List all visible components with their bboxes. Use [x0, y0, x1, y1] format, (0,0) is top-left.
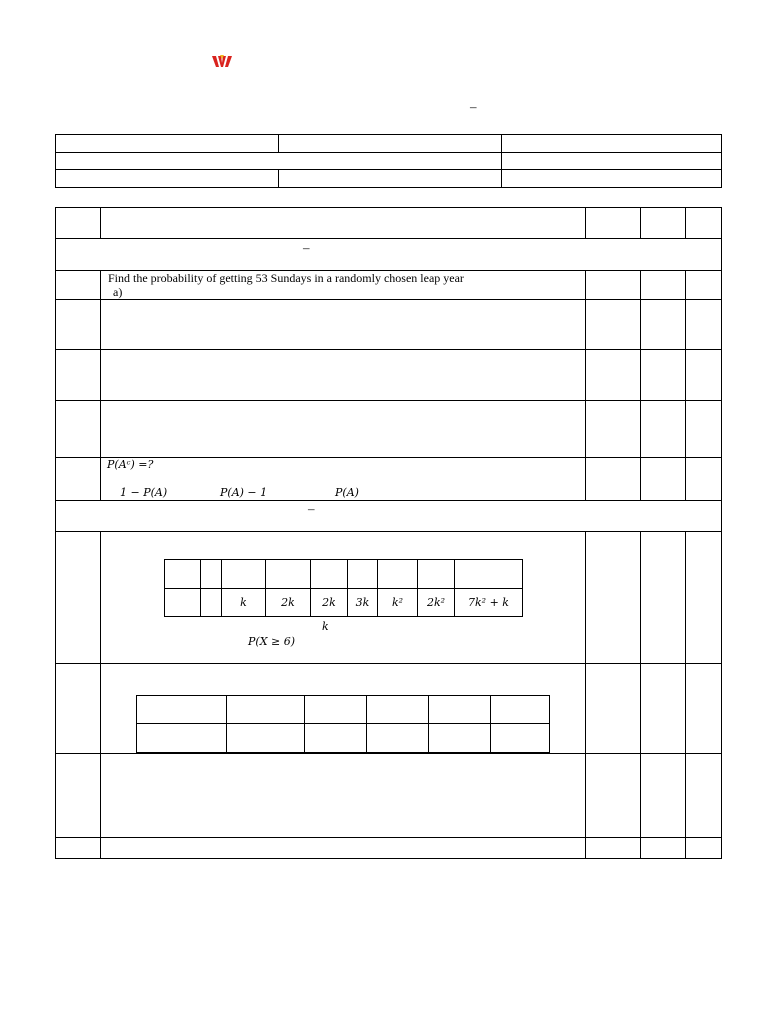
table-row	[56, 271, 722, 300]
question-cell	[101, 664, 586, 754]
dist-cell: k	[222, 589, 266, 617]
bl-cell	[686, 300, 722, 350]
option-2: P(A) − 1	[220, 486, 268, 499]
header-cell	[56, 208, 101, 239]
section-a-row	[56, 239, 722, 271]
qno-cell	[56, 838, 101, 859]
table-row	[56, 838, 722, 859]
question-cell	[101, 532, 586, 664]
data-cell	[305, 724, 367, 753]
dist-cell	[348, 560, 378, 589]
dist-cell	[311, 560, 348, 589]
marks-cell	[586, 350, 641, 401]
header-cell	[641, 208, 686, 239]
dist-cell: 2k	[311, 589, 348, 617]
info-cell	[56, 170, 279, 188]
table-row	[56, 350, 722, 401]
dist-cell: 7k² + k	[455, 589, 523, 617]
qno-cell	[56, 754, 101, 838]
bl-cell	[686, 664, 722, 754]
data-cell	[137, 724, 227, 753]
data-cell	[227, 696, 305, 724]
qno-cell	[56, 664, 101, 754]
qno-cell	[56, 458, 101, 501]
probability-expression: P(X ≥ 6)	[248, 635, 296, 648]
question-cell	[101, 401, 586, 458]
qno-cell	[56, 532, 101, 664]
data-cell	[367, 696, 429, 724]
title-dash: –	[470, 99, 477, 114]
co-cell	[641, 300, 686, 350]
marks-cell	[586, 271, 641, 300]
bl-cell	[686, 532, 722, 664]
data-table	[136, 695, 550, 753]
marks-cell	[586, 300, 641, 350]
dist-cell	[201, 560, 222, 589]
data-cell	[367, 724, 429, 753]
qno-cell	[56, 401, 101, 458]
section-b-row	[56, 501, 722, 532]
table-row	[56, 754, 722, 838]
section-a-dash: –	[303, 240, 310, 255]
table-row	[56, 458, 722, 501]
info-cell	[279, 170, 502, 188]
section-b-cell	[56, 501, 722, 532]
dist-cell	[165, 589, 201, 617]
table-row	[56, 664, 722, 754]
data-cell	[305, 696, 367, 724]
exam-info-table	[55, 134, 722, 188]
marks-cell	[586, 458, 641, 501]
dist-cell: 2k	[266, 589, 311, 617]
qno-cell	[56, 300, 101, 350]
table-row	[56, 401, 722, 458]
question-cell	[101, 271, 586, 300]
option-a-label: a)	[113, 285, 123, 299]
bl-cell	[686, 838, 722, 859]
complement-question: P(Aᶜ) =?	[107, 458, 154, 471]
question-cell	[101, 350, 586, 401]
question-cell	[101, 458, 586, 501]
marks-cell	[586, 838, 641, 859]
data-cell	[137, 696, 227, 724]
university-logo-icon	[212, 55, 232, 68]
co-cell	[641, 458, 686, 501]
info-cell	[502, 135, 722, 153]
question-cell	[101, 300, 586, 350]
dist-cell	[201, 589, 222, 617]
dist-cell	[418, 560, 455, 589]
marks-cell	[586, 664, 641, 754]
section-a-cell	[56, 239, 722, 271]
qno-cell	[56, 350, 101, 401]
option-3: P(A)	[335, 486, 359, 499]
info-cell	[279, 135, 502, 153]
dist-cell: 2k²	[418, 589, 455, 617]
bl-cell	[686, 754, 722, 838]
dist-cell	[222, 560, 266, 589]
option-1: 1 − P(A)	[120, 486, 168, 499]
dist-cell	[165, 560, 201, 589]
bl-cell	[686, 271, 722, 300]
dist-cell	[455, 560, 523, 589]
header-cell	[686, 208, 722, 239]
dist-cell: k²	[378, 589, 418, 617]
marks-cell	[586, 401, 641, 458]
table-row	[56, 300, 722, 350]
bl-cell	[686, 458, 722, 501]
dist-cell	[266, 560, 311, 589]
data-cell	[491, 724, 550, 753]
info-cell	[56, 153, 502, 170]
data-cell	[227, 724, 305, 753]
distribution-table	[164, 559, 523, 617]
co-cell	[641, 838, 686, 859]
header-cell	[586, 208, 641, 239]
table-header-row	[56, 208, 722, 239]
question-cell	[101, 754, 586, 838]
co-cell	[641, 532, 686, 664]
info-cell	[502, 153, 722, 170]
table-row	[56, 532, 722, 664]
bl-cell	[686, 401, 722, 458]
bl-cell	[686, 350, 722, 401]
co-cell	[641, 350, 686, 401]
data-cell	[429, 696, 491, 724]
dist-cell: 3k	[348, 589, 378, 617]
qno-cell	[56, 271, 101, 300]
section-b-dash: –	[308, 501, 315, 516]
dist-cell	[378, 560, 418, 589]
header-cell	[101, 208, 586, 239]
data-cell	[429, 724, 491, 753]
question-text: Find the probability of getting 53 Sundays in a randomly chosen leap year	[108, 271, 464, 285]
find-k-label: k	[322, 620, 329, 633]
co-cell	[641, 664, 686, 754]
co-cell	[641, 754, 686, 838]
question-table	[55, 207, 722, 859]
info-cell	[56, 135, 279, 153]
marks-cell	[586, 754, 641, 838]
co-cell	[641, 401, 686, 458]
co-cell	[641, 271, 686, 300]
question-cell	[101, 838, 586, 859]
data-cell	[491, 696, 550, 724]
marks-cell	[586, 532, 641, 664]
info-cell	[502, 170, 722, 188]
